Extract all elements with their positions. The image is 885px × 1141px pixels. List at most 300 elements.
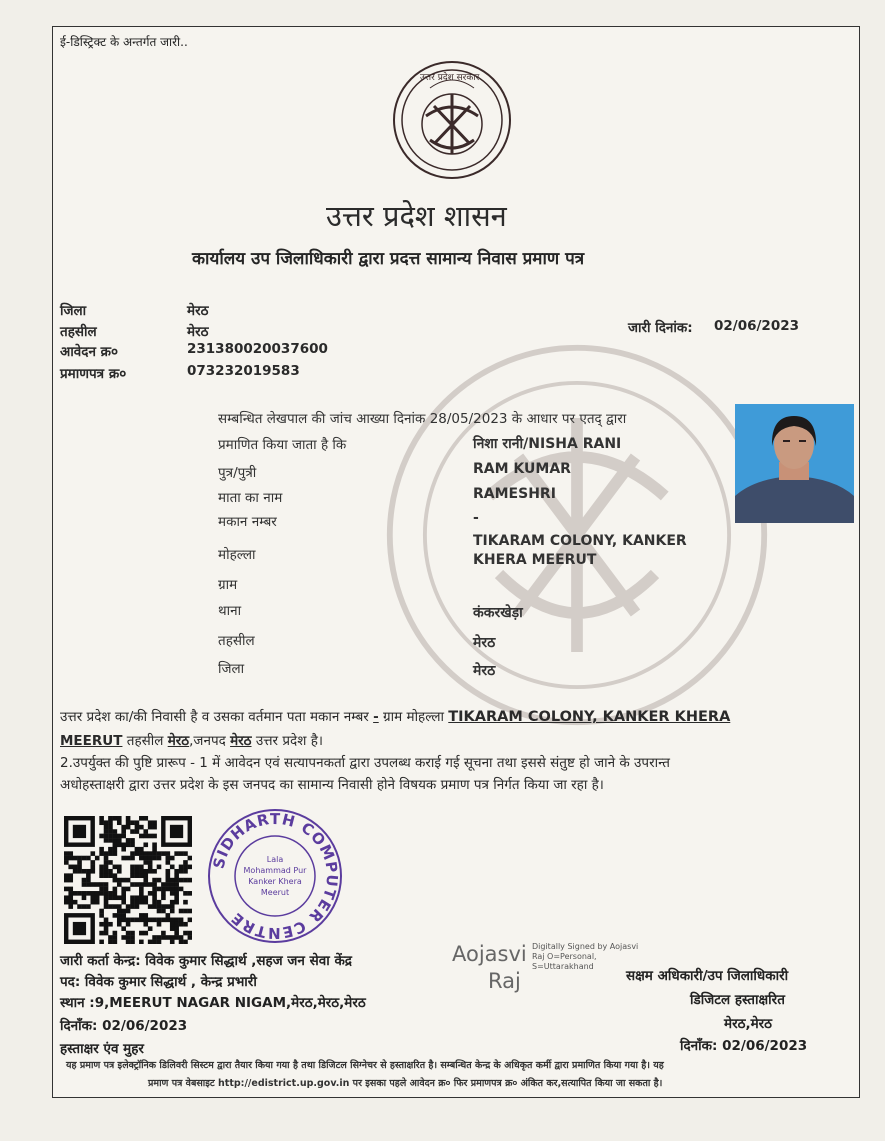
qr-module (143, 816, 148, 821)
qr-module (95, 900, 100, 905)
qr-module (108, 825, 113, 830)
qr-module (126, 935, 131, 940)
qr-module (183, 922, 188, 927)
certificate-title: कार्यालय उप जिलाधिकारी द्वारा प्रदत्त सामान्य निवास प्रमाण पत्र (192, 249, 585, 269)
qr-module (130, 851, 135, 856)
village-label: ग्राम (218, 577, 238, 593)
qr-module (108, 891, 113, 896)
qr-module (95, 882, 100, 887)
qr-module (174, 887, 179, 892)
mother-value: RAMESHRI (473, 486, 556, 502)
qr-module (179, 878, 184, 883)
authority-date: दिनाँक: 02/06/2023 (680, 1038, 808, 1054)
qr-module (104, 820, 109, 825)
qr-module (99, 887, 104, 892)
qr-module (99, 865, 104, 870)
qr-module (139, 851, 144, 856)
qr-module (139, 895, 144, 900)
qr-module (82, 869, 87, 874)
qr-module (104, 829, 109, 834)
qr-module (166, 887, 171, 892)
qr-module (157, 904, 162, 909)
qr-module (161, 887, 166, 892)
centre-seal-stamp (205, 806, 345, 946)
qr-module (157, 909, 162, 914)
qr-module (179, 940, 184, 944)
qr-module (188, 891, 192, 896)
qr-module (117, 922, 122, 927)
qr-module (113, 940, 118, 944)
qr-module (148, 940, 153, 944)
qr-module (68, 887, 73, 892)
qr-module (157, 900, 162, 905)
qr-module (90, 869, 95, 874)
qr-module (161, 882, 166, 887)
qr-module (170, 940, 175, 944)
qr-module (99, 816, 104, 821)
qr-module (104, 891, 109, 896)
qr-module (139, 834, 144, 839)
issuing-centre: जारी कर्ता केन्द्र: विवेक कुमार सिद्धार्थ ,सहज जन सेवा केंद्र (60, 953, 352, 969)
qr-module (135, 918, 140, 923)
police-station-value: कंकरखेड़ा (473, 605, 523, 621)
applicant-photo (735, 404, 854, 523)
qr-module (135, 820, 140, 825)
qr-module (126, 887, 131, 892)
digital-signature-info: Digitally Signed by Aojasvi Raj O=Personal, S=Uttarakhand (532, 942, 639, 971)
qr-module (139, 882, 144, 887)
qr-module (135, 829, 140, 834)
qr-module (152, 882, 157, 887)
qr-module (117, 913, 122, 918)
qr-module (188, 865, 192, 870)
authority-place: मेरठ,मेरठ (724, 1016, 773, 1032)
qr-module (143, 869, 148, 874)
qr-module (82, 878, 87, 883)
qr-module (161, 909, 166, 914)
qr-module (126, 878, 131, 883)
qr-module (188, 931, 192, 936)
qr-module (179, 851, 184, 856)
issue-date-label: जारी दिनांक: (628, 320, 693, 336)
qr-module (86, 878, 91, 883)
qr-module (148, 865, 153, 870)
qr-module (126, 825, 131, 830)
qr-module (104, 922, 109, 927)
qr-module (121, 825, 126, 830)
qr-module (113, 891, 118, 896)
qr-module (108, 940, 113, 944)
qr-module (188, 878, 192, 883)
qr-module (99, 820, 104, 825)
qr-module (161, 851, 166, 856)
qr-module (161, 935, 166, 940)
qr-module (126, 856, 131, 861)
qr-module (135, 873, 140, 878)
qr-module (143, 882, 148, 887)
qr-module (126, 918, 131, 923)
qr-module (82, 904, 87, 909)
qr-module (121, 913, 126, 918)
parent-value: RAM KUMAR (473, 461, 571, 477)
qr-module (108, 820, 113, 825)
qr-module (143, 900, 148, 905)
qr-module (148, 918, 153, 923)
qr-module (174, 935, 179, 940)
authority-title: सक्षम अधिकारी/उप जिलाधिकारी (626, 968, 789, 984)
qr-module (99, 940, 104, 944)
qr-module (82, 895, 87, 900)
qr-module (166, 918, 171, 923)
house-value: - (473, 510, 479, 526)
qr-module (143, 878, 148, 883)
qr-module (73, 900, 78, 905)
detail-district-label: जिला (218, 661, 245, 677)
qr-module (174, 895, 179, 900)
qr-module (130, 904, 135, 909)
tehsil-value: मेरठ (187, 324, 209, 340)
qr-module (152, 856, 157, 861)
qr-module (117, 918, 122, 923)
qr-module (161, 895, 166, 900)
qr-module (68, 878, 73, 883)
qr-module (130, 935, 135, 940)
qr-module (166, 878, 171, 883)
qr-module (130, 918, 135, 923)
qr-module (86, 882, 91, 887)
qr-module (174, 869, 179, 874)
qr-module (170, 887, 175, 892)
qr-module (86, 904, 91, 909)
qr-module (139, 891, 144, 896)
qr-module (113, 838, 118, 843)
qr-module (183, 869, 188, 874)
tehsil-label: तहसील (60, 324, 97, 340)
qr-module (161, 904, 166, 909)
qr-module (166, 882, 171, 887)
qr-module (183, 851, 188, 856)
qr-module (68, 904, 73, 909)
qr-module (121, 935, 126, 940)
qr-module (139, 913, 144, 918)
qr-module (73, 869, 78, 874)
qr-module (143, 860, 148, 865)
qr-module (183, 931, 188, 936)
qr-module (113, 887, 118, 892)
qr-module (104, 860, 109, 865)
qr-module (104, 856, 109, 861)
qr-module (113, 878, 118, 883)
qr-module (104, 865, 109, 870)
qr-module (139, 816, 144, 821)
qr-module (130, 842, 135, 847)
qr-module (152, 918, 157, 923)
detail-district-value: मेरठ (473, 663, 496, 679)
qr-module (166, 904, 171, 909)
qr-module (152, 935, 157, 940)
qr-module (104, 926, 109, 931)
qr-module (77, 869, 82, 874)
qr-module (121, 834, 126, 839)
qr-module (139, 825, 144, 830)
qr-module (104, 904, 109, 909)
qr-module (170, 865, 175, 870)
qr-module (139, 887, 144, 892)
qr-module (174, 878, 179, 883)
qr-module (143, 851, 148, 856)
qr-code (64, 816, 192, 944)
qr-module (148, 926, 153, 931)
qr-module (170, 856, 175, 861)
qr-module (130, 856, 135, 861)
qr-module (183, 865, 188, 870)
qr-module (135, 904, 140, 909)
qr-module (148, 820, 153, 825)
qr-module (174, 900, 179, 905)
qr-module (86, 856, 91, 861)
qr-module (113, 935, 118, 940)
qr-module (179, 918, 184, 923)
qr-module (179, 887, 184, 892)
qr-module (135, 825, 140, 830)
qr-module (143, 918, 148, 923)
qr-module (135, 869, 140, 874)
qr-module (64, 900, 69, 905)
qr-module (82, 856, 87, 861)
qr-module (139, 856, 144, 861)
mohalla-value-line2: KHERA MEERUT (473, 552, 597, 568)
qr-module (117, 909, 122, 914)
qr-module (143, 922, 148, 927)
qr-module (170, 909, 175, 914)
qr-module (64, 895, 69, 900)
qr-module (166, 935, 171, 940)
qr-module (143, 895, 148, 900)
government-title: उत्तर प्रदेश शासन (326, 199, 507, 233)
qr-module (117, 869, 122, 874)
svg-text:Mohammad Pur: Mohammad Pur (243, 866, 307, 875)
qr-module (104, 887, 109, 892)
qr-module (135, 895, 140, 900)
qr-module (188, 909, 192, 914)
police-station-label: थाना (218, 603, 242, 619)
qr-module (86, 873, 91, 878)
qr-module (170, 918, 175, 923)
qr-module (64, 887, 69, 892)
qr-module (157, 856, 162, 861)
qr-module (113, 829, 118, 834)
qr-module (121, 878, 126, 883)
qr-module (108, 922, 113, 927)
qr-module (188, 856, 192, 861)
qr-module (152, 869, 157, 874)
qr-module (152, 904, 157, 909)
qr-module (126, 922, 131, 927)
qr-module (104, 882, 109, 887)
qr-module (188, 935, 192, 940)
qr-module (183, 860, 188, 865)
qr-module (152, 842, 157, 847)
qr-module (148, 869, 153, 874)
qr-module (68, 851, 73, 856)
qr-module (104, 873, 109, 878)
qr-module (166, 856, 171, 861)
qr-module (95, 891, 100, 896)
qr-module (152, 820, 157, 825)
digital-signer-name-line2: Raj (488, 969, 521, 993)
qr-module (77, 865, 82, 870)
qr-module (117, 895, 122, 900)
qr-module (99, 873, 104, 878)
qr-module (90, 851, 95, 856)
issuer-post: पद: विवेक कुमार सिद्धार्थ , केन्द्र प्रभारी (60, 974, 257, 990)
qr-module (104, 900, 109, 905)
issuer-place: स्थान :9,MEERUT NAGAR NIGAM,मेरठ,मेरठ,मेरठ (60, 995, 366, 1011)
qr-module (126, 816, 131, 821)
qr-module (152, 900, 157, 905)
detail-tehsil-value: मेरठ (473, 635, 496, 651)
qr-module (113, 865, 118, 870)
qr-module (157, 918, 162, 923)
qr-module (82, 882, 87, 887)
qr-module (86, 891, 91, 896)
qr-module (113, 895, 118, 900)
qr-module (152, 940, 157, 944)
qr-module (126, 904, 131, 909)
qr-module (104, 895, 109, 900)
qr-module (99, 834, 104, 839)
qr-module (95, 856, 100, 861)
qr-module (161, 891, 166, 896)
issue-date-value: 02/06/2023 (714, 318, 800, 334)
qr-module (104, 869, 109, 874)
qr-module (152, 878, 157, 883)
qr-module (104, 931, 109, 936)
qr-module (166, 869, 171, 874)
qr-module (99, 931, 104, 936)
qr-module (152, 895, 157, 900)
svg-text:Meerut: Meerut (260, 888, 290, 897)
signature-and-seal-label: हस्ताक्षर एंव मुहर (60, 1041, 144, 1057)
qr-module (130, 900, 135, 905)
qr-module (121, 887, 126, 892)
qr-module (108, 829, 113, 834)
qr-module (108, 869, 113, 874)
qr-module (73, 856, 78, 861)
qr-module (157, 940, 162, 944)
qr-module (108, 834, 113, 839)
qr-module (64, 873, 69, 878)
mohalla-label: मोहल्ला (218, 547, 256, 563)
qr-module (170, 891, 175, 896)
qr-module (108, 838, 113, 843)
residence-paragraph-line1: उत्तर प्रदेश का/की निवासी है व उसका वर्तमान पता मकान नम्बर - ग्राम मोहल्ला TIKARAM COLONY, KANKER KHERA (60, 709, 731, 725)
qr-module (139, 900, 144, 905)
qr-module (148, 825, 153, 830)
qr-module (99, 922, 104, 927)
qr-module (126, 838, 131, 843)
qr-module (99, 909, 104, 914)
qr-module (90, 895, 95, 900)
qr-module (152, 847, 157, 852)
confirmation-paragraph-line1: 2.उपर्युक्त की पुष्टि प्रारूप - 1 में आवेदन एवं सत्यापनकर्ता द्वारा उपलब्ध कराई गई सूचना तथा इससे संतुष्ट हो जाने के उपरान्त (60, 755, 670, 771)
qr-module (64, 878, 69, 883)
qr-module (121, 842, 126, 847)
qr-module (68, 891, 73, 896)
qr-module (113, 904, 118, 909)
qr-module (143, 834, 148, 839)
qr-module (121, 900, 126, 905)
qr-module (130, 820, 135, 825)
qr-module (95, 895, 100, 900)
digitally-signed-label: डिजिटल हस्ताक्षरित (690, 992, 785, 1008)
qr-module (90, 860, 95, 865)
qr-module (90, 900, 95, 905)
qr-module (143, 856, 148, 861)
qr-module (161, 931, 166, 936)
qr-module (157, 922, 162, 927)
application-label: आवेदन क्र० (60, 344, 119, 360)
svg-text:Lala: Lala (266, 855, 284, 864)
qr-module (113, 816, 118, 821)
qr-module (77, 860, 82, 865)
qr-module (170, 935, 175, 940)
verification-intro: सम्बन्धित लेखपाल की जांच आख्या दिनांक 28/05/2023 के आधार पर एतद् द्वारा (218, 411, 627, 427)
qr-module (104, 851, 109, 856)
qr-module (104, 825, 109, 830)
residence-paragraph-line2: MEERUT तहसील मेरठ,जनपद मेरठ उत्तर प्रदेश है। (60, 733, 323, 749)
qr-module (174, 891, 179, 896)
qr-module (166, 873, 171, 878)
qr-module (99, 851, 104, 856)
qr-module (135, 847, 140, 852)
district-value: मेरठ (187, 303, 209, 319)
qr-module (139, 940, 144, 944)
qr-module (170, 882, 175, 887)
qr-module (108, 816, 113, 821)
district-label: जिला (60, 303, 87, 319)
qr-module (104, 838, 109, 843)
qr-module (148, 834, 153, 839)
qr-module (130, 873, 135, 878)
qr-module (170, 922, 175, 927)
parent-label: पुत्र/पुत्री (218, 465, 257, 481)
qr-module (148, 860, 153, 865)
qr-module (143, 931, 148, 936)
qr-module (183, 900, 188, 905)
qr-module (117, 882, 122, 887)
qr-module (108, 847, 113, 852)
qr-module (121, 856, 126, 861)
qr-module (121, 909, 126, 914)
confirmation-paragraph-line2: अधोहस्ताक्षरी द्वारा उत्तर प्रदेश के इस जनपद का सामान्य निवासी होने विषयक प्रमाण पत्र निर्गत किया जा रहा है। (60, 777, 604, 793)
qr-module (170, 926, 175, 931)
qr-module (117, 816, 122, 821)
qr-module (157, 887, 162, 892)
footer-note-line2: प्रमाण पत्र वेबसाइट http://edistrict.up.gov.in पर इसका पहले आवेदन क्र० फिर प्रमाणपत्र क्र० अंकित कर,सत्यापित किया जा सकता है। (148, 1078, 663, 1089)
qr-module (143, 829, 148, 834)
qr-module (148, 891, 153, 896)
house-label: मकान नम्बर (218, 514, 277, 530)
issuer-date: दिनाँक: 02/06/2023 (60, 1018, 188, 1034)
qr-module (170, 900, 175, 905)
qr-module (152, 851, 157, 856)
qr-module (117, 820, 122, 825)
qr-module (188, 918, 192, 923)
qr-module (117, 878, 122, 883)
qr-module (166, 860, 171, 865)
qr-module (108, 851, 113, 856)
